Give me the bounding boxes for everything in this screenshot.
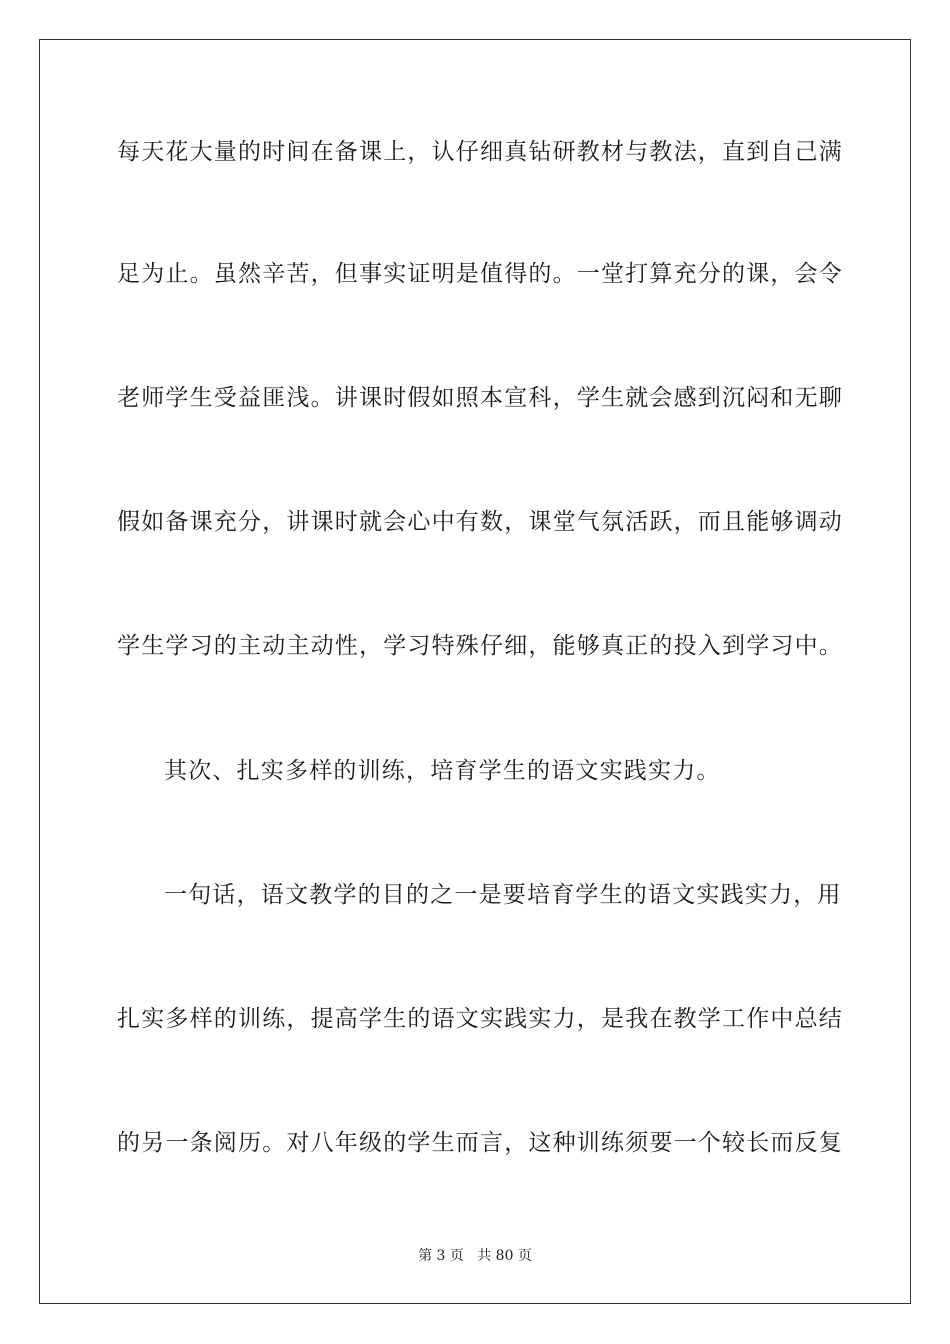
body-text-line: 的另一条阅历。对八年级的学生而言，这种训练须要一个较长而反复 bbox=[117, 1130, 843, 1156]
body-text-line: 学生学习的主动主动性，学习特殊仔细，能够真正的投入到学习中。 bbox=[117, 633, 843, 659]
section-heading: 其次、扎实多样的训练，培育学生的语文实践实力。 bbox=[164, 758, 721, 784]
body-text-line: 每天花大量的时间在备课上，认仔细真钻研教材与教法，直到自己满 bbox=[117, 139, 843, 165]
body-text-line: 足为止。虽然辛苦，但事实证明是值得的。一堂打算充分的课，会令 bbox=[117, 261, 843, 287]
page-number-footer: 第 3 页 共 80 页 bbox=[418, 1248, 532, 1264]
body-text-line: 老师学生受益匪浅。讲课时假如照本宣科，学生就会感到沉闷和无聊 bbox=[117, 385, 843, 411]
page-border bbox=[39, 39, 911, 1304]
body-text-line: 扎实多样的训练，提高学生的语文实践实力，是我在教学工作中总结 bbox=[117, 1006, 843, 1032]
body-text-line: 假如备课充分，讲课时就会心中有数，课堂气氛活跃，而且能够调动 bbox=[117, 509, 843, 535]
paragraph-start-line: 一句话，语文教学的目的之一是要培育学生的语文实践实力，用 bbox=[164, 882, 842, 908]
